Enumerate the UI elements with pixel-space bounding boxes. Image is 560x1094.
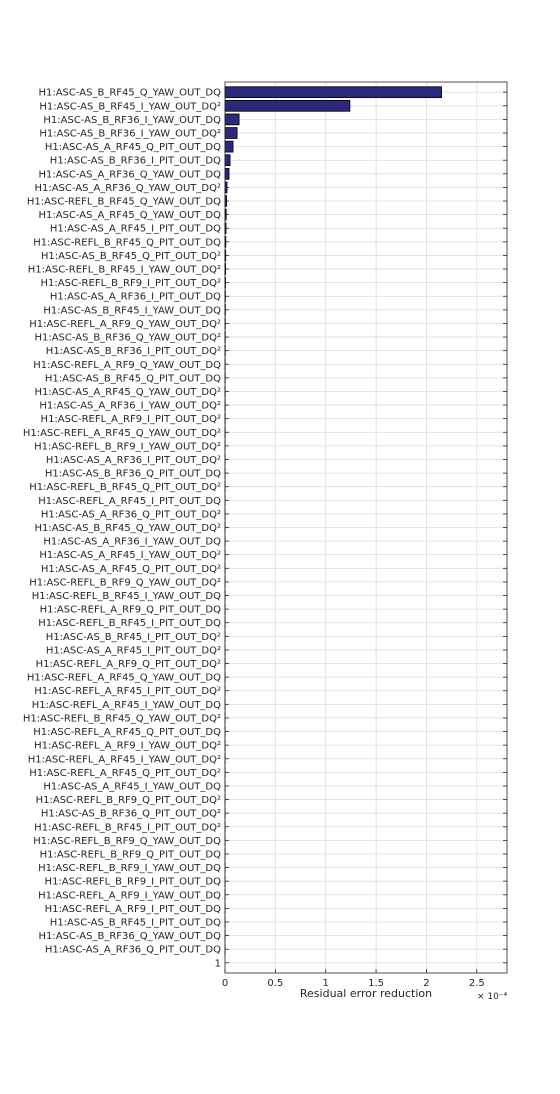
y-tick-label: H1:ASC-AS_B_RF45_Q_YAW_OUT_DQ <box>38 87 221 99</box>
y-tick-label: H1:ASC-AS_B_RF36_Q_YAW_OUT_DQ² <box>34 332 221 344</box>
bar <box>225 168 229 179</box>
y-tick-label: H1:ASC-AS_A_RF36_Q_PIT_OUT_DQ² <box>40 509 221 521</box>
y-tick-label: H1:ASC-REFL_A_RF9_I_PIT_OUT_DQ <box>44 903 221 915</box>
y-tick-label: H1:ASC-REFL_A_RF45_Q_YAW_OUT_DQ <box>26 672 221 684</box>
y-tick-label: H1:ASC-REFL_A_RF9_I_YAW_OUT_DQ <box>38 890 221 902</box>
y-tick-label: H1:ASC-REFL_B_RF9_I_PIT_OUT_DQ² <box>40 278 221 290</box>
y-tick-label: H1:ASC-AS_A_RF45_Q_PIT_OUT_DQ² <box>40 563 221 575</box>
x-tick-label: 0.5 <box>267 978 284 989</box>
y-tick-label: H1:ASC-REFL_B_RF9_I_YAW_OUT_DQ² <box>34 441 221 453</box>
y-tick-label: H1:ASC-REFL_B_RF9_I_YAW_OUT_DQ <box>38 863 221 875</box>
y-tick-label: H1:ASC-REFL_B_RF45_Q_YAW_OUT_DQ² <box>22 713 221 725</box>
x-tick-label: 1.5 <box>368 978 385 989</box>
y-tick-label: H1:ASC-REFL_A_RF45_I_PIT_OUT_DQ <box>38 495 221 507</box>
y-tick-label: H1:ASC-AS_A_RF36_I_PIT_OUT_DQ <box>49 291 221 303</box>
y-tick-label: H1:ASC-REFL_B_RF45_Q_PIT_OUT_DQ² <box>29 482 221 494</box>
y-tick-label: H1:ASC-REFL_A_RF9_I_YAW_OUT_DQ² <box>34 740 221 752</box>
bar <box>225 114 239 125</box>
x-tick-label: 2.5 <box>468 978 485 989</box>
y-tick-label: H1:ASC-REFL_A_RF45_Q_PIT_OUT_DQ² <box>29 767 221 779</box>
y-tick-label: H1:ASC-REFL_B_RF9_Q_PIT_OUT_DQ² <box>35 795 221 807</box>
y-tick-label: H1:ASC-AS_A_RF36_I_YAW_OUT_DQ² <box>39 400 221 412</box>
y-tick-label: H1:ASC-REFL_B_RF45_I_YAW_OUT_DQ <box>31 591 221 603</box>
x-tick-label: 1 <box>322 978 329 989</box>
y-tick-label: H1:ASC-AS_A_RF45_Q_YAW_OUT_DQ² <box>34 386 221 398</box>
bar <box>225 100 350 111</box>
y-tick-label: H1:ASC-REFL_B_RF45_I_YAW_OUT_DQ² <box>27 264 221 276</box>
y-tick-label: H1:ASC-REFL_B_RF9_Q_YAW_OUT_DQ <box>33 835 221 847</box>
y-tick-label: H1:ASC-REFL_A_RF9_Q_PIT_OUT_DQ <box>39 604 221 616</box>
x-axis-label: Residual error reduction <box>299 987 433 1000</box>
y-tick-label: H1:ASC-AS_A_RF45_I_YAW_OUT_DQ² <box>39 550 221 562</box>
y-tick-label: H1:ASC-AS_B_RF36_I_YAW_OUT_DQ² <box>39 128 221 140</box>
bar <box>225 87 442 98</box>
y-tick-label: H1:ASC-REFL_B_RF45_Q_YAW_OUT_DQ <box>26 196 221 208</box>
y-tick-label: H1:ASC-AS_A_RF36_I_PIT_OUT_DQ² <box>45 454 221 466</box>
y-tick-label: H1:ASC-REFL_B_RF45_I_PIT_OUT_DQ <box>38 618 221 630</box>
y-tick-label: H1:ASC-AS_A_RF36_Q_YAW_OUT_DQ <box>38 169 221 181</box>
y-tick-label: H1:ASC-AS_B_RF36_I_YAW_OUT_DQ <box>43 114 221 126</box>
y-tick-label: H1:ASC-REFL_B_RF9_Q_PIT_OUT_DQ <box>39 849 221 861</box>
y-tick-label: H1:ASC-AS_B_RF36_I_PIT_OUT_DQ² <box>45 346 221 358</box>
y-tick-label: H1:ASC-REFL_B_RF9_I_PIT_OUT_DQ <box>44 876 221 888</box>
y-tick-label: H1:ASC-REFL_A_RF45_Q_PIT_OUT_DQ <box>33 727 221 739</box>
y-tick-label: H1:ASC-AS_B_RF36_I_PIT_OUT_DQ <box>49 155 221 167</box>
bar <box>225 128 237 139</box>
y-tick-label: H1:ASC-REFL_B_RF45_Q_PIT_OUT_DQ <box>33 237 221 249</box>
y-tick-label: H1:ASC-AS_A_RF36_Q_YAW_OUT_DQ² <box>34 182 221 194</box>
y-tick-label: 1 <box>214 958 221 970</box>
y-tick-labels <box>23 88 221 970</box>
y-tick-label: H1:ASC-AS_B_RF36_Q_PIT_OUT_DQ <box>44 468 221 480</box>
y-tick-label: H1:ASC-AS_B_RF36_Q_PIT_OUT_DQ² <box>40 808 221 820</box>
x-tick-label: 0 <box>221 978 229 989</box>
y-tick-label: H1:ASC-REFL_A_RF45_Q_YAW_OUT_DQ² <box>22 427 221 439</box>
y-tick-label: H1:ASC-AS_B_RF45_I_PIT_OUT_DQ <box>49 917 221 929</box>
bar <box>225 141 233 152</box>
y-tick-label: H1:ASC-AS_B_RF45_Q_YAW_OUT_DQ² <box>34 523 221 534</box>
x-tick-label: 2 <box>423 978 430 989</box>
y-tick-label: H1:ASC-REFL_A_RF9_Q_YAW_OUT_DQ <box>33 359 221 371</box>
y-tick-label: H1:ASC-REFL_A_RF45_I_PIT_OUT_DQ² <box>34 686 221 698</box>
y-tick-label: H1:ASC-REFL_A_RF9_Q_YAW_OUT_DQ² <box>29 318 221 330</box>
y-tick-label: H1:ASC-REFL_A_RF45_I_YAW_OUT_DQ <box>31 699 221 711</box>
y-tick-label: H1:ASC-AS_A_RF36_Q_PIT_OUT_DQ <box>44 944 221 956</box>
y-tick-label: H1:ASC-AS_B_RF45_I_YAW_OUT_DQ² <box>39 101 221 113</box>
y-tick-label: H1:ASC-AS_A_RF45_I_YAW_OUT_DQ <box>43 781 221 793</box>
y-tick-label: H1:ASC-AS_B_RF45_Q_PIT_OUT_DQ <box>44 373 221 385</box>
y-tick-label: H1:ASC-AS_A_RF45_Q_PIT_OUT_DQ <box>44 142 221 154</box>
y-tick-label: H1:ASC-REFL_B_RF45_I_PIT_OUT_DQ² <box>34 822 221 834</box>
y-tick-label: H1:ASC-AS_B_RF45_I_PIT_OUT_DQ² <box>45 631 221 643</box>
y-tick-label: H1:ASC-AS_B_RF45_Q_PIT_OUT_DQ² <box>40 250 221 262</box>
y-tick-label: H1:ASC-REFL_B_RF9_Q_YAW_OUT_DQ² <box>29 577 221 589</box>
y-tick-label: H1:ASC-AS_A_RF36_I_YAW_OUT_DQ <box>43 536 221 548</box>
y-tick-label: H1:ASC-AS_A_RF45_I_PIT_OUT_DQ² <box>45 645 221 657</box>
bar <box>225 155 230 166</box>
y-tick-label: H1:ASC-AS_B_RF45_I_YAW_OUT_DQ <box>43 305 221 317</box>
y-tick-label: H1:ASC-AS_A_RF45_Q_YAW_OUT_DQ <box>38 210 221 222</box>
y-tick-label: H1:ASC-AS_A_RF45_I_PIT_OUT_DQ <box>49 223 221 235</box>
y-tick-label: H1:ASC-REFL_A_RF45_I_YAW_OUT_DQ² <box>27 754 221 766</box>
x-axis-multiplier: × 10⁻⁴ <box>477 992 508 1002</box>
y-tick-label: H1:ASC-AS_B_RF36_Q_YAW_OUT_DQ <box>38 931 221 943</box>
y-tick-label: H1:ASC-REFL_A_RF9_Q_PIT_OUT_DQ² <box>35 659 221 671</box>
y-tick-label: H1:ASC-REFL_A_RF9_I_PIT_OUT_DQ² <box>40 414 221 426</box>
